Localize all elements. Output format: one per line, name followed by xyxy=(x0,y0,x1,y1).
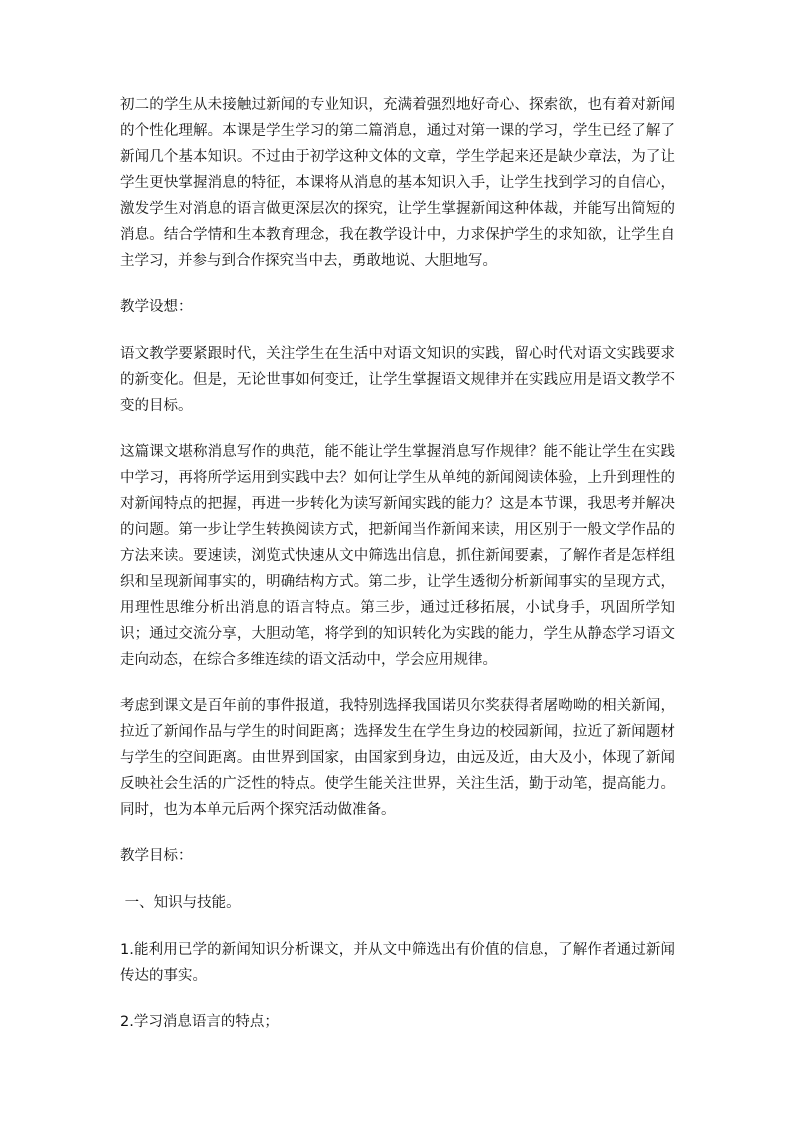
paragraph-student-analysis: 初二的学生从未接触过新闻的专业知识，充满着强烈地好奇心、探索欲，也有着对新闻的个性化理解。本课是学生学习的第二篇消息，通过对第一课的学习，学生已经了解了新闻几个基本知识。不过由于初学这种文体的文章，学生学起来还是缺少章法，为了让学生更快掌握消息的特征，本课将从消息的基本知识入手，让学生找到学习的自信心，激发学生对消息的语言做更深层次的探究，让学生掌握新闻这种体裁，并能写出简短的消息。结合学情和生本教育理念，我在教学设计中，力求保护学生的求知欲，让学生自主学习，并参与到合作探究当中去，勇敢地说、大胆地写。 xyxy=(120,97,675,269)
heading-teaching-goals: 教学目标： xyxy=(120,848,193,864)
goal-item-1: 1.能利用已学的新闻知识分析课文，并从文中筛选出有价值的信息，了解作者通过新闻传达的事实。 xyxy=(120,942,675,984)
paragraph-lesson-design: 这篇课文堪称消息写作的典范，能不能让学生掌握消息写作规律？能不能让学生在实践中学习，再将所学运用到实践中去？如何让学生从单纯的新闻阅读体验，上升到理性的对新闻特点的把握，再进一步转化为读写新闻实践的能力？这是本节课，我思考并解决的问题。第一步让学生转换阅读方式，把新闻当作新闻来读，用区别于一般文学作品的方法来读。要速读，浏览式快速从文中筛选出信息，抓住新闻要素，了解作者是怎样组织和呈现新闻事实的，明确结构方式。第二步，让学生透彻分析新闻事实的呈现方式，用理性思维分析出消息的语言特点。第三步，通过迁移拓展，小试身手，巩固所学知识；通过交流分享，大胆动笔，将学到的知识转化为实践的能力，学生从静态学习语文走向动态，在综合多维连续的语文活动中，学会应用规律。 xyxy=(120,444,675,668)
document-body xyxy=(120,92,675,1055)
paragraph-material-selection: 考虑到课文是百年前的事件报道，我特别选择我国诺贝尔奖获得者屠呦呦的相关新闻，拉近了新闻作品与学生的时间距离；选择发生在学生身边的校园新闻，拉近了新闻题材与学生的空间距离。由世界到国家，由国家到身边，由远及近，由大及小，体现了新闻反映社会生活的广泛性的特点。使学生能关注世界，关注生活，勤于动笔，提高能力。同时，也为本单元后两个探究活动做准备。 xyxy=(120,698,675,818)
paragraph-teaching-concept: 语文教学要紧跟时代，关注学生在生活中对语文知识的实践，留心时代对语文实践要求的新变化。但是，无论世事如何变迁，让学生掌握语文规律并在实践应用是语文教学不变的目标。 xyxy=(120,346,675,414)
heading-teaching-concept: 教学设想： xyxy=(120,299,193,315)
heading-knowledge-skills: 一、知识与技能。 xyxy=(120,895,241,911)
goal-item-2: 2.学习消息语言的特点； xyxy=(120,1014,279,1030)
